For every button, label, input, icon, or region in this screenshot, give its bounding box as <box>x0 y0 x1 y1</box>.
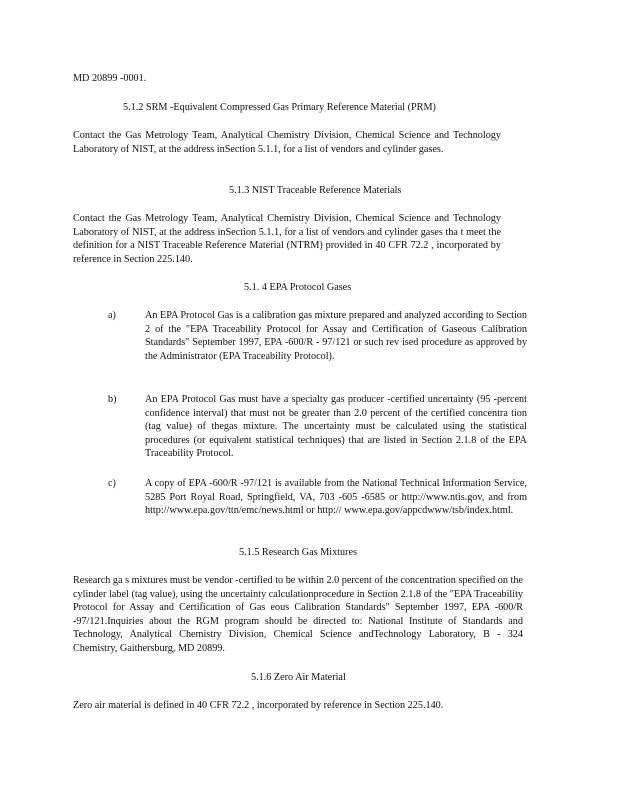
list-item-label-c: c) <box>108 478 116 489</box>
list-item-label-b: b) <box>108 394 117 405</box>
list-item-text-b: An EPA Protocol Gas must have a specialty gas producer -certified uncertainty (95 -percent confidence interval) that must not be greater than 2.0 percent of the certified concentra tion (tag value) of thegas mixture. The uncertainty must be calculated using the statistical procedures (or equivalent statistical techniques) that are listed in Section 2.1.8 of the EPA Traceability Protocol. <box>145 394 527 460</box>
section-heading-5-1-4: 5.1. 4 EPA Protocol Gases <box>244 282 352 293</box>
section-paragraph-5-1-5: Research ga s mixtures must be vendor -certified to be within 2.0 percent of the concentration specified on the cylinder label (tag value), using the uncertainty calculationprocedure in Section 2.1.8 of the "EPA Traceability Protocol for Assay and Certification of Gas eous Calibration Standards" September 1997, EPA -600/R -97/121.Inquiries about the RGM program should be directed to: National Institute of Standards and Technology, Analytical Chemistry Division, Chemical Science andTechnology Laboratory, B - 324 Chemistry, Gaithersburg, MD 20899. <box>73 575 523 654</box>
section-heading-5-1-3: 5.1.3 NIST Traceable Reference Materials <box>229 185 402 196</box>
section-heading-5-1-5: 5.1.5 Research Gas Mixtures <box>239 547 357 558</box>
section-paragraph-5-1-3: Contact the Gas Metrology Team, Analytical Chemistry Division, Chemical Science and Technology Laboratory of NIST, at the address inSection 5.1.1, for a list of vendors and cylinder gases tha t meet the definition for a NIST Traceable Reference Material (NTRM) provided in 40 CFR 72.2 , incorporated by reference in Section 225.140. <box>73 213 501 265</box>
section-paragraph-5-1-6: Zero air material is defined in 40 CFR 72.2 , incorporated by reference in Section 225.140. <box>73 700 444 711</box>
list-item-text-c: A copy of EPA -600/R -97/121 is available from the National Technical Information Service, 5285 Port Royal Road, Springfield, VA, 703 -605 -6585 or http://www.ntis.gov, and from http://www.epa.gov/ttn/emc/news.html or http:// www.epa.gov/appcdwww/tsb/index.html. <box>145 478 527 517</box>
list-item-text-a: An EPA Protocol Gas is a calibration gas mixture prepared and analyzed according to Section 2 of the "EPA Traceability Protocol for Assay and Certification of Gaseous Calibration Standards" September 1997, EPA -600/R - 97/121 or such rev ised procedure as approved by the Administrator (EPA Traceability Protocol). <box>145 310 527 362</box>
section-heading-5-1-6: 5.1.6 Zero Air Material <box>251 672 346 683</box>
section-heading-5-1-2: 5.1.2 SRM -Equivalent Compressed Gas Primary Reference Material (PRM) <box>123 102 436 113</box>
top-line: MD 20899 -0001. <box>73 73 147 84</box>
section-paragraph-5-1-2: Contact the Gas Metrology Team, Analytical Chemistry Division, Chemical Science and Technology Laboratory of NIST, at the address inSection 5.1.1, for a list of vendors and cylinder gases. <box>73 130 501 155</box>
list-item-label-a: a) <box>108 310 116 321</box>
